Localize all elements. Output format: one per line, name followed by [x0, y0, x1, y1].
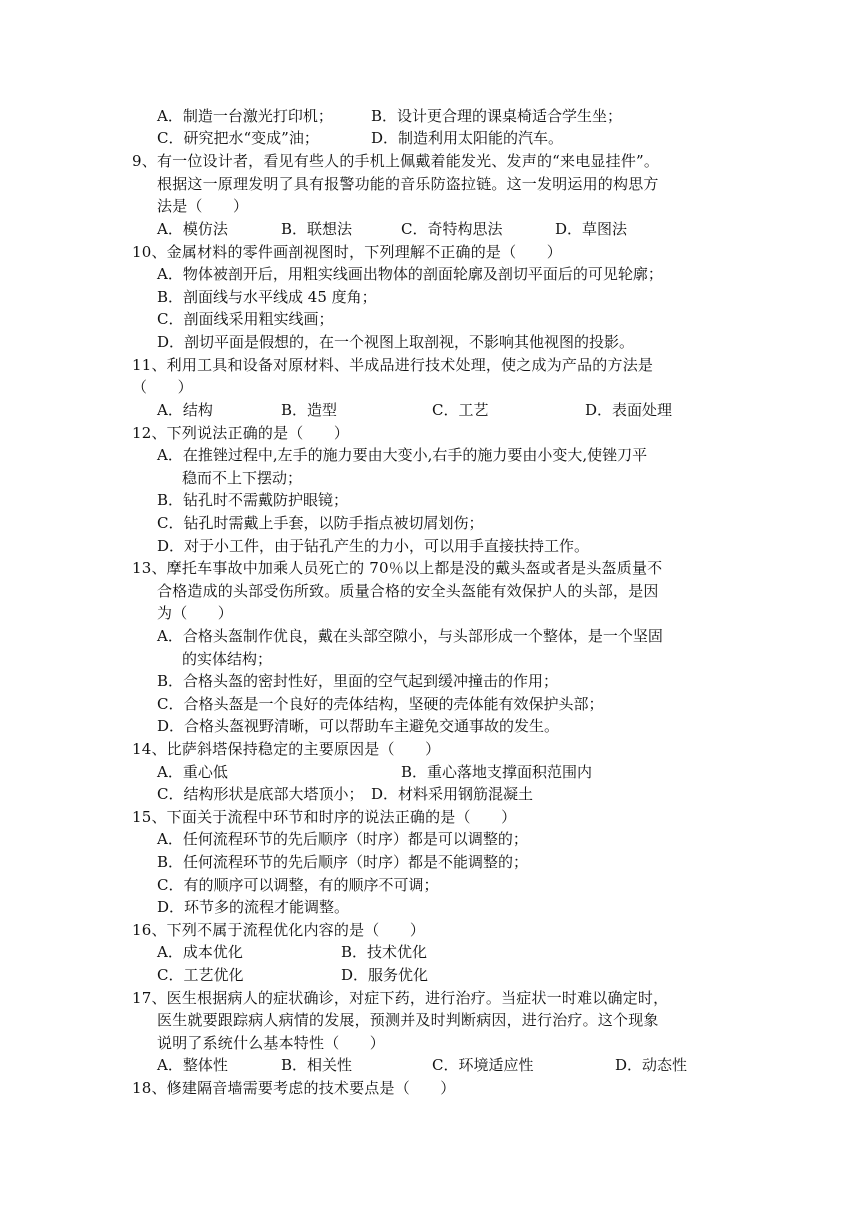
q14-option-d: D．材料采用钢筋混凝土: [371, 785, 534, 803]
q13-option-d: D．合格头盔视野清晰，可以帮助车主避免交通事故的发生。: [157, 717, 560, 735]
q13-option-c: C．合格头盔是一个良好的壳体结构，坚硬的壳体能有效保护头部；: [157, 695, 604, 713]
q16-option-b: B．技术优化: [341, 943, 428, 961]
q11-option-a: A．结构: [157, 401, 213, 419]
q11-option-b: B．造型: [281, 401, 338, 419]
q15-option-a: A．任何流程环节的先后顺序（时序）都是可以调整的；: [157, 830, 528, 848]
q10-stem-line1: 10、金属材料的零件画剖视图时，下列理解不正确的是（ ）: [132, 243, 562, 261]
q16-option-a: A．成本优化: [157, 943, 243, 961]
q10-option-c: C．剖面线采用粗实线画；: [157, 310, 334, 328]
q17-stem-line1: 17、医生根据病人的症状确诊，对症下药，进行治疗。当症状一时难以确定时，: [132, 989, 669, 1007]
q9-stem-line2: 根据这一原理发明了具有报警功能的音乐防盗拉链。这一发明运用的构思方: [157, 175, 659, 193]
q13-option-b: B．合格头盔的密封性好，里面的空气起到缓冲撞击的作用；: [157, 672, 559, 690]
q15-option-c: C．有的顺序可以调整，有的顺序不可调；: [157, 876, 439, 894]
q17-stem-line2: 医生就要跟踪病人病情的发展，预测并及时判断病因，进行治疗。这个现象: [157, 1011, 659, 1029]
q13-option-a-line1: A．合格头盔制作优良，戴在头部空隙小，与头部形成一个整体，是一个坚固: [157, 627, 663, 645]
q8-option-b: B．设计更合理的课桌椅适合学生坐；: [371, 107, 623, 125]
q17-option-c: C．环境适应性: [432, 1056, 534, 1074]
q11-stem-line2: （ ）: [132, 378, 193, 396]
q11-option-c: C．工艺: [432, 401, 489, 419]
q13-stem-line1: 13、摩托车事故中加乘人员死亡的 70％以上都是没的戴头盔或者是头盔质量不: [132, 559, 663, 577]
q17-option-a: A．整体性: [157, 1056, 228, 1074]
q17-option-b: B．相关性: [281, 1056, 353, 1074]
q15-option-d: D．环节多的流程才能调整。: [157, 898, 350, 916]
q12-option-c: C．钻孔时需戴上手套，以防手指点被切屑划伤；: [157, 514, 484, 532]
q10-option-b: B．剖面线与水平线成 45 度角；: [157, 288, 377, 306]
q13-option-a-line2: 的实体结构；: [182, 650, 273, 668]
q12-option-d: D．对于小工件，由于钻孔产生的力小，可以用手直接扶持工作。: [157, 537, 590, 555]
q8-option-a: A．制造一台激光打印机；: [157, 107, 333, 125]
q17-stem-line3: 说明了系统什么基本特性（ ）: [157, 1034, 386, 1052]
q10-option-a: A．物体被剖开后，用粗实线画出物体的剖面轮廓及剖切平面后的可见轮廓；: [157, 265, 663, 283]
q15-option-b: B．任何流程环节的先后顺序（时序）都是不能调整的；: [157, 853, 529, 871]
q17-option-d: D．动态性: [615, 1056, 688, 1074]
q18-stem-line1: 18、修建隔音墙需要考虑的技术要点是（ ）: [132, 1079, 456, 1097]
q13-stem-line3: 为（ ）: [157, 604, 234, 622]
q9-stem-line1: 9、有一位设计者，看见有些人的手机上佩戴着能发光、发声的“来电显挂件”。: [132, 152, 660, 170]
q15-stem-line1: 15、下面关于流程中环节和时序的说法正确的是（ ）: [132, 808, 517, 826]
q9-option-d: D．草图法: [555, 220, 628, 238]
q12-option-a-line2: 稳而不上下摆动；: [182, 469, 303, 487]
q14-option-c: C．结构形状是底部大塔顶小；: [157, 785, 364, 803]
q16-option-d: D．服务优化: [341, 966, 429, 984]
q16-stem-line1: 16、下列不属于流程优化内容的是（ ）: [132, 921, 426, 939]
q9-option-a: A．模仿法: [157, 220, 228, 238]
q11-option-d: D．表面处理: [585, 401, 673, 419]
q14-stem-line1: 14、比萨斜塔保持稳定的主要原因是（ ）: [132, 740, 441, 758]
q12-option-b: B．钻孔时不需戴防护眼镜；: [157, 491, 349, 509]
q12-stem-line1: 12、下列说法正确的是（ ）: [132, 424, 350, 442]
q14-option-a: A．重心低: [157, 763, 228, 781]
q13-stem-line2: 合格造成的头部受伤所致。质量合格的安全头盔能有效保护人的头部，是因: [157, 582, 659, 600]
q8-option-c: C．研究把水“变成”油；: [157, 129, 319, 147]
q16-option-c: C．工艺优化: [157, 966, 244, 984]
q8-option-d: D．制造利用太阳能的汽车。: [371, 129, 564, 147]
q9-option-b: B．联想法: [281, 220, 353, 238]
q9-stem-line3: 法是（ ）: [157, 197, 249, 215]
q11-stem-line1: 11、利用工具和设备对原材料、半成品进行技术处理，使之成为产品的方法是: [132, 356, 654, 374]
q10-option-d: D．剖切平面是假想的，在一个视图上取剖视，不影响其他视图的投影。: [157, 333, 635, 351]
q14-option-b: B．重心落地支撑面积范围内: [401, 763, 593, 781]
q12-option-a-line1: A．在推锉过程中,左手的施力要由大变小,右手的施力要由小变大,使锉刀平: [157, 446, 648, 464]
q9-option-c: C．奇特构思法: [401, 220, 503, 238]
